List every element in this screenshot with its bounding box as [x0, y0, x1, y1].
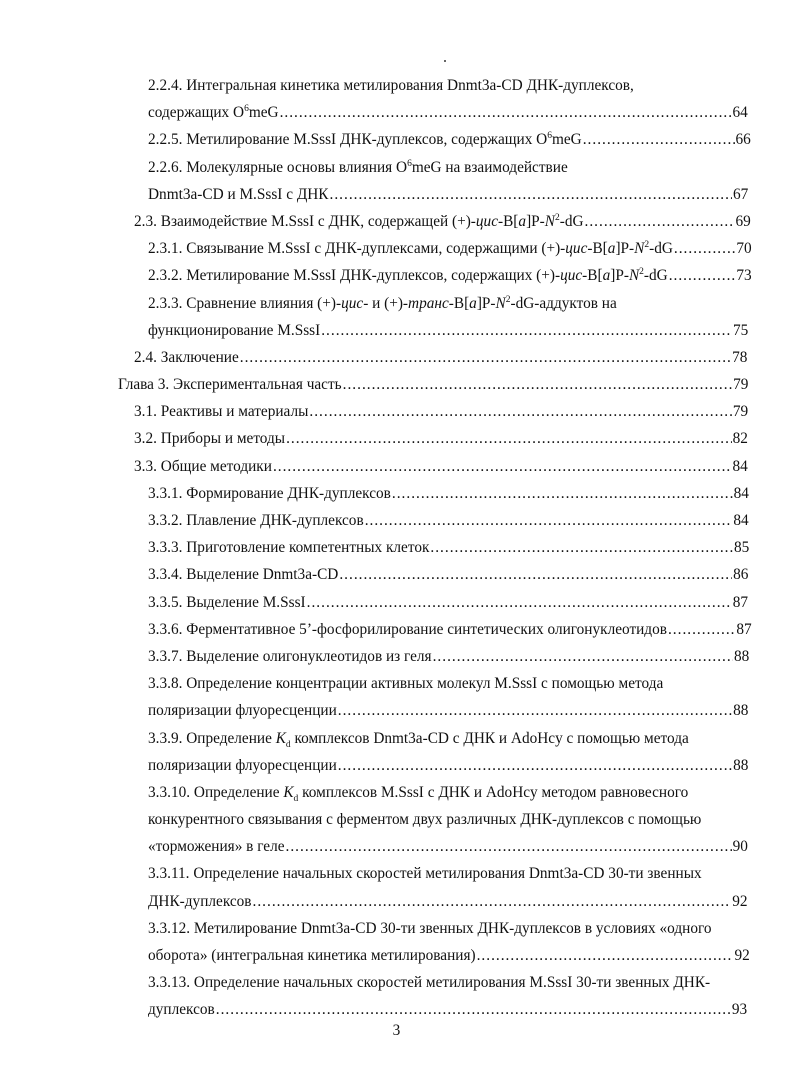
toc-entry-3-3-13[interactable]	[0, 969, 793, 1023]
toc-entry-3-3-8[interactable]	[0, 670, 793, 724]
toc-entry-line: 3.3.13. Определение начальных скоростей метилирования M.SssI 30-ти звенных ДНК-	[148, 974, 711, 992]
toc-entry-line: поляризации флуоресценции	[148, 702, 337, 720]
leader-dots	[321, 317, 732, 344]
toc-page-number: 78	[732, 348, 748, 366]
leader-dots	[343, 371, 733, 398]
toc-entry-line: Глава 3. Экспериментальная часть	[118, 376, 342, 394]
toc-entry-line: 3.3.11. Определение начальных скоростей метилирования Dnmt3a-CD 30-ти звенных	[148, 865, 702, 883]
leader-dots	[240, 344, 731, 371]
toc-entry-line: 3.3. Общие методики	[134, 457, 272, 475]
leader-dots	[307, 589, 732, 616]
toc-entry-line: 3.3.3. Приготовление компетентных клеток	[148, 539, 430, 557]
toc-entry-line: 2.2.4. Интегральная кинетика метилирования Dnmt3a-CD ДНК-дуплексов,	[148, 77, 634, 94]
toc-entry-3-3-5[interactable]	[0, 589, 793, 616]
toc-page-number: 88	[733, 702, 749, 720]
toc-entry-3-3-3[interactable]	[0, 534, 793, 561]
toc-entry-line: 2.3. Взаимодействие M.SssI с ДНК, содержащей $(+)-цис-B[a]P-N^2-dG$	[134, 212, 584, 230]
leader-dots	[286, 425, 732, 452]
toc-page-number: 69	[735, 212, 751, 230]
toc-page-number: 88	[733, 756, 749, 774]
toc-page-number: 82	[732, 430, 748, 448]
toc-entry-line: 2.3.3. Сравнение влияния (+)-цис- и $(+)-транс-B[a]P-N^2-dG$-аддуктов на	[148, 294, 617, 312]
toc-page-number: 90	[732, 838, 748, 856]
leader-dots	[339, 561, 732, 588]
toc-entry-3-3-1[interactable]	[0, 480, 793, 507]
page-number: 3	[392, 1022, 401, 1039]
toc-entry-line: 2.3.2. Метилирование M.SssI ДНК-дуплексов, содержащих $(+)-цис-B[a]P-N^2-dG$	[148, 267, 668, 285]
toc-entry-3-3-12[interactable]	[0, 915, 793, 969]
leader-dots	[273, 453, 732, 480]
toc-entry-line: 3.3.6. Ферментативное 5’-фосфорилирование синтетических олигонуклеотидов	[148, 620, 667, 638]
toc-entry-line: 3.2. Приборы и методы	[134, 430, 286, 448]
toc-entry-2-3-2[interactable]	[0, 262, 793, 289]
leader-dots	[338, 752, 732, 779]
toc-entry-2-3-3[interactable]	[0, 290, 793, 344]
toc-page-number: 84	[733, 484, 749, 502]
toc-entry-line: Dnmt3a-CD и M.SssI с ДНК	[148, 185, 329, 203]
toc-page-number: 85	[734, 539, 750, 557]
toc-page-number: 84	[733, 512, 749, 529]
toc-page-number: 75	[732, 321, 749, 339]
leader-dots	[216, 996, 731, 1023]
toc-entry-line: 3.3.1. Формирование ДНК-дуплексов	[148, 484, 391, 502]
toc-page-number: 86	[733, 566, 749, 584]
toc-entry-line: дуплексов	[148, 1001, 215, 1019]
toc-entry-line: оборота» (интегральная кинетика метилирования)	[148, 947, 476, 964]
toc-entry-line: 3.3.4. Выделение Dnmt3a-CD	[148, 566, 339, 584]
toc-page-number: 92	[734, 947, 750, 964]
toc-entry-2-2-6[interactable]	[0, 154, 793, 208]
toc-entry-line: поляризации флуоресценции	[148, 756, 337, 774]
leader-dots	[280, 99, 732, 126]
leader-dots	[253, 888, 732, 915]
toc-entry-line: 3.3.10. Определение $K_d$ комплексов M.SssI с ДНК и AdoHcy методом равновесного	[148, 783, 689, 804]
leader-dots	[583, 126, 735, 153]
toc-page-number: 93	[731, 1001, 748, 1019]
toc-entry-line: 3.3.5. Выделение M.SssI	[148, 593, 306, 611]
toc-entry-line: функционирование M.SssI	[148, 321, 321, 339]
leader-dots	[338, 697, 732, 724]
toc-entry-3-3-9[interactable]	[0, 725, 793, 779]
toc-entry-line: «торможения» в геле	[148, 838, 285, 856]
toc-entry-2-3-1[interactable]	[0, 235, 793, 262]
toc-entry-3-2[interactable]	[0, 425, 793, 452]
toc-entry-line: 3.3.9. Определение $K_d$ комплексов Dnmt3a-CD с ДНК и AdoHcy с помощью метода	[148, 729, 689, 750]
toc-entry-3-3-10[interactable]	[0, 779, 793, 861]
toc-entry-line: 2.3.1. Связывание M.SssI с ДНК-дуплексами, содержащими $(+)-цис-B[a]P-N^2-dG$	[148, 240, 673, 258]
toc-entry-line: 3.3.12. Метилирование Dnmt3a-CD 30-ти звенных ДНК-дуплексов в условиях «одного	[148, 919, 712, 937]
toc-page-number: 92	[732, 892, 748, 910]
toc-page-number: 67	[733, 185, 749, 203]
toc-entry-line: конкурентного связывания с ферментом двух различных ДНК-дуплексов с помощью	[148, 811, 702, 829]
toc-page-number: 87	[736, 620, 752, 638]
toc-entry-chapter-3[interactable]	[0, 371, 793, 398]
toc-page-number: 64	[732, 104, 748, 122]
toc-entry-line: 3.3.2. Плавление ДНК-дуплексов	[148, 512, 364, 529]
toc-entry-3-3-11[interactable]	[0, 860, 793, 914]
toc-page-number: 88	[734, 647, 750, 665]
toc-entry-2-4[interactable]	[0, 344, 793, 371]
toc-entry-2-3[interactable]	[0, 208, 793, 235]
toc-entry-2-2-5[interactable]	[0, 126, 793, 153]
toc-page-number: 79	[733, 376, 749, 394]
leader-dots	[477, 942, 734, 969]
toc-page-number: 66	[735, 131, 751, 149]
leader-dots	[392, 480, 733, 507]
toc-entry-line: 3.1. Реактивы и материалы	[134, 403, 309, 421]
leader-dots	[286, 833, 732, 860]
toc-entry-line: ДНК-дуплексов	[148, 892, 252, 910]
toc-entry-line: 2.2.5. Метилирование M.SssI ДНК-дуплексов, содержащих $O^6meG$	[148, 131, 582, 149]
toc-page-number: 79	[732, 403, 749, 421]
toc-entry-line: 2.4. Заключение	[134, 348, 239, 366]
leader-dots	[430, 534, 733, 561]
toc-entry-3-3-4[interactable]	[0, 561, 793, 588]
toc-entry-line: 2.2.6. Молекулярные основы влияния $O^6meG$ на взаимодействие	[148, 158, 568, 176]
toc-page-number: 73	[736, 267, 752, 285]
scan-speck	[444, 60, 446, 62]
toc-entry-3-1[interactable]	[0, 398, 793, 425]
toc-entry-2-2-4[interactable]	[0, 72, 793, 126]
leader-dots	[433, 643, 733, 670]
toc-entry-3-3-6[interactable]	[0, 616, 793, 643]
table-of-contents	[0, 72, 793, 1024]
toc-entry-line: 3.3.8. Определение концентрации активных молекул M.SssI с помощью метода	[148, 675, 664, 693]
toc-entry-line: содержащих $O^6meG$	[148, 104, 279, 122]
leader-dots	[309, 398, 731, 425]
leader-dots	[330, 181, 733, 208]
toc-page-number: 87	[732, 593, 749, 611]
toc-entry-3-3-2[interactable]	[0, 507, 793, 534]
toc-page-number: 70	[736, 240, 752, 258]
toc-page-number: 84	[732, 457, 748, 475]
toc-entry-line: 3.3.7. Выделение олигонуклеотидов из геля	[148, 647, 432, 665]
toc-entry-3-3[interactable]	[0, 453, 793, 480]
leader-dots	[365, 507, 733, 534]
toc-entry-3-3-7[interactable]	[0, 643, 793, 670]
